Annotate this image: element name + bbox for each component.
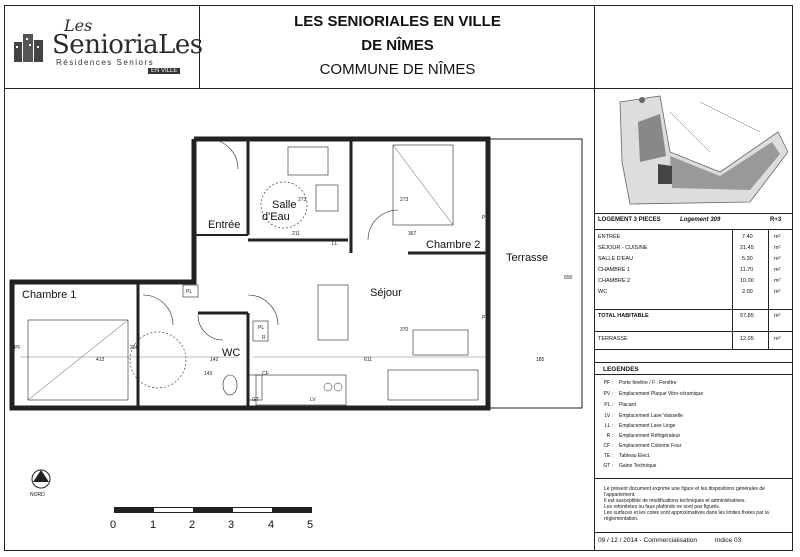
room-label-terrasse: Terrasse [506, 252, 549, 264]
row-label: SÉJOUR - CUISINE [598, 245, 648, 251]
table-row [594, 254, 792, 265]
row-value: 5.30 [742, 256, 753, 262]
label-gt: GT [252, 397, 259, 403]
legend-key: GT : [603, 463, 613, 469]
logo-les-text: Les [64, 16, 93, 35]
table-rule [594, 309, 792, 310]
row-unit: m² [774, 278, 781, 284]
disclaimer-line: Le présent document exprime une figure et les dispositions générales de l'appartement. [604, 486, 765, 498]
table-rule [594, 349, 792, 350]
title-line-3: COMMUNE DE NÎMES [319, 61, 476, 78]
label-pf-1: PF [14, 345, 21, 351]
site-map [600, 92, 788, 210]
north-marker-icon [639, 97, 645, 103]
row-value: 10.00 [740, 278, 754, 284]
terrasse-value: 12.05 [740, 336, 754, 342]
legend-value: Emplacement Plaque Vitro-céramique [619, 391, 704, 397]
label-ll: LL [332, 241, 338, 247]
document-title [200, 10, 595, 82]
table-row [594, 243, 792, 254]
north-label: NORD [30, 492, 45, 498]
terrasse-unit: m² [774, 336, 781, 342]
legend-key: LL : [604, 423, 613, 429]
floor-plan-drawing [8, 135, 588, 415]
room-label-salle-eau-2: d'Eau [262, 211, 290, 223]
footer-top-rule [594, 532, 793, 533]
label-pf-2: PF [482, 215, 489, 221]
dim-413: 413 [96, 357, 105, 363]
label-cf: CF [262, 371, 269, 377]
total-value: 57.85 [740, 313, 754, 319]
table-terrasse-row [594, 334, 792, 345]
row-unit: m² [774, 234, 781, 240]
room-label-sejour: Séjour [370, 287, 402, 299]
dim-143: 143 [204, 371, 213, 377]
table-header [594, 213, 792, 227]
legend-title: LEGENDES [603, 366, 639, 373]
dim-185: 185 [536, 357, 545, 363]
table-col-rule [768, 229, 769, 349]
footer-date: 09 / 12 / 2014 - Commercialisation [598, 537, 697, 544]
total-label: TOTAL HABITABLE [598, 313, 649, 319]
legend-value: Placard [619, 402, 636, 408]
footer-indice: Indice 03 [714, 537, 742, 544]
disclaimer-line: Les surfaces et les cotes sont approximatives dans les limites fixées par la réglementation. [604, 510, 769, 522]
label-r: R [262, 335, 266, 341]
unit-highlight [658, 164, 672, 184]
room-label-chambre-2: Chambre 2 [426, 239, 481, 251]
legend-value: Emplacement Lave Linge [619, 423, 676, 429]
legend-key: PV : [603, 391, 613, 397]
table-total-row [594, 311, 792, 322]
disclaimer [604, 486, 790, 522]
table-row [594, 287, 792, 298]
row-label: WC [598, 289, 608, 295]
footer [598, 537, 741, 544]
legend-item [603, 443, 681, 449]
legend-bottom-rule [594, 478, 793, 479]
row-unit: m² [774, 289, 781, 295]
table-rule [594, 331, 792, 332]
dim-367: 367 [408, 231, 417, 237]
logo [12, 16, 203, 76]
legend-key: PL : [604, 402, 613, 408]
legend-key: CF : [603, 443, 613, 449]
legend-key: R : [606, 433, 613, 439]
legend-item [603, 402, 636, 408]
legend-item [603, 423, 675, 429]
row-value: 7.40 [742, 234, 753, 240]
room-label-salle-eau-1: Salle [272, 199, 297, 211]
scale-num: 2 [189, 519, 196, 531]
scale-num: 3 [228, 519, 235, 531]
label-pf-3: PF [482, 315, 489, 321]
row-label: SALLE D'EAU [598, 256, 633, 262]
legend-value: Porte fenêtre / F : Fenêtre [619, 380, 677, 386]
legend-value: Gaine Technique [619, 463, 657, 469]
row-value: 21.45 [740, 245, 754, 251]
legend-key: TE : [603, 453, 613, 459]
dim-370: 370 [400, 327, 409, 333]
legend-top-rule [594, 362, 793, 363]
table-row [594, 232, 792, 243]
scale-num: 0 [110, 519, 117, 531]
header-bottom-rule [4, 88, 595, 89]
legend-title-rule [594, 374, 793, 375]
label-pl-1: PL [186, 289, 193, 295]
table-col-rule [732, 229, 733, 349]
dim-266: 266 [130, 345, 139, 351]
row-unit: m² [774, 256, 781, 262]
legend-key: PF : [603, 380, 613, 386]
scale-num: 1 [150, 519, 157, 531]
table-header-level: R+3 [770, 217, 782, 223]
dim-650: 650 [564, 275, 573, 281]
row-label: CHAMBRE 2 [598, 278, 631, 284]
legend-item [603, 413, 683, 419]
legend-key: LV : [604, 413, 613, 419]
table-header-ref: Logement 309 [680, 217, 721, 223]
total-unit: m² [774, 313, 781, 319]
disclaimer-line: Les retombées ou faux plafonds ne sont pas figurés. [604, 504, 721, 510]
table-row [594, 265, 792, 276]
logo-subtitle: Résidences Seniors [56, 58, 155, 67]
title-line-2: DE NÎMES [361, 37, 434, 54]
row-unit: m² [774, 267, 781, 273]
table-header-type: LOGEMENT 3 PIECES [598, 217, 661, 223]
disclaimer-line: Il est susceptible de modifications techniques et administratives. [604, 498, 746, 504]
dim-142: 142 [210, 357, 219, 363]
buildings-icon [12, 28, 52, 68]
legend-value: Emplacement Lave Vaisselle [619, 413, 683, 419]
scale-num: 4 [268, 519, 275, 531]
logo-wordmark: SenioriaLes [52, 30, 203, 60]
terrasse-label: TERRASSE [598, 336, 628, 342]
dim-211: 211 [292, 231, 300, 237]
row-value: 11.70 [740, 267, 754, 273]
label-pl-2: PL [258, 325, 265, 331]
scale-num: 5 [307, 519, 314, 531]
room-label-chambre-1: Chambre 1 [22, 289, 77, 301]
legend-item [603, 391, 703, 397]
row-label: CHAMBRE 1 [598, 267, 631, 273]
title-line-1: LES SENIORIALES EN VILLE [294, 13, 501, 30]
legend-value: Tableau Elect. [619, 453, 651, 459]
floor-plan [8, 135, 588, 415]
legend-value: Emplacement Colonne Four [619, 443, 682, 449]
room-label-entree: Entrée [208, 219, 241, 231]
row-label: ENTRÉE [598, 234, 621, 240]
logo-tag: EN VILLE [148, 68, 180, 74]
dim-611: 611 [364, 357, 372, 363]
legend-value: Emplacement Réfrigérateur [619, 433, 681, 439]
table-row [594, 276, 792, 287]
legend-item [603, 433, 680, 439]
label-lv: LV [310, 397, 316, 403]
legend-item [603, 463, 656, 469]
legend-item [603, 380, 677, 386]
dim-273a: 273 [298, 197, 307, 203]
sidebar-top-rule [594, 88, 793, 89]
dim-273b: 273 [400, 197, 409, 203]
table-rule [594, 229, 792, 230]
row-unit: m² [774, 245, 781, 251]
room-label-wc: WC [222, 347, 241, 359]
row-value: 2.00 [742, 289, 753, 295]
legend-item [603, 453, 650, 459]
